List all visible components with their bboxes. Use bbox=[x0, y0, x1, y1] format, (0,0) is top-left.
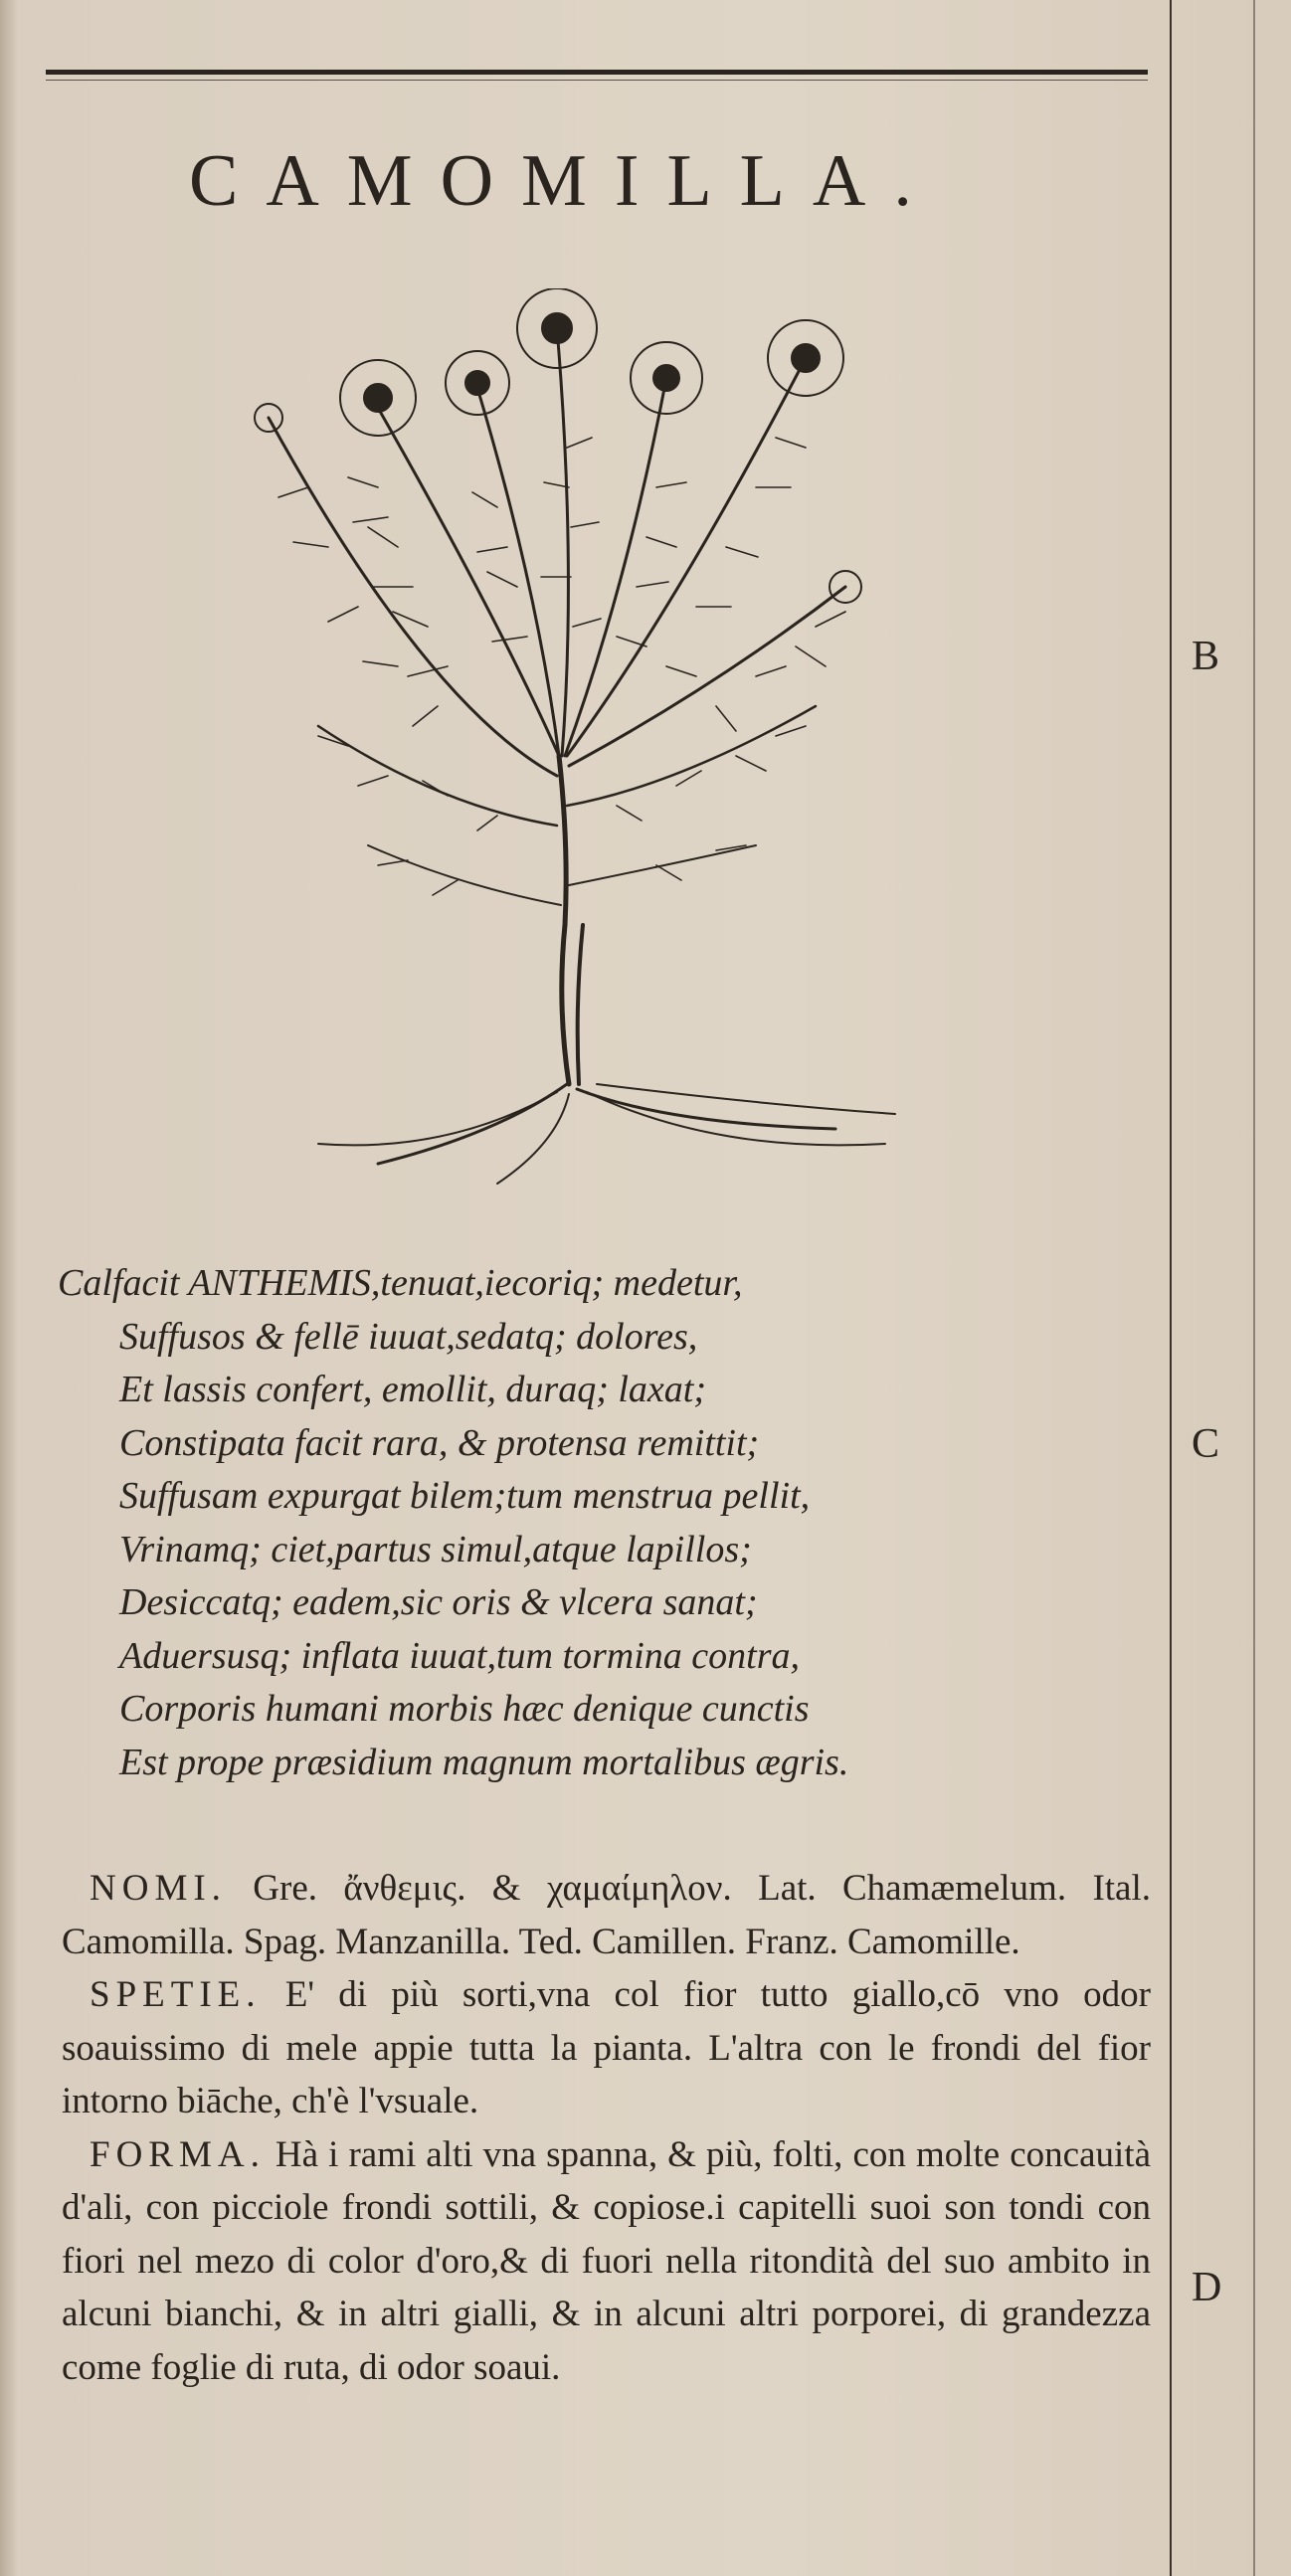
italian-description bbox=[62, 1862, 1151, 2394]
nomi-text: Gre. ἄνθεμις. & χαμαίμηλον. Lat. Chamæmelum. Ital. Camomilla. Spag. Manzanilla. Ted. Camillen. Franz. Camomille. bbox=[62, 1868, 1151, 1962]
latin-verse bbox=[58, 1257, 1152, 1789]
verse-line: Et lassis confert, emollit, duraq; laxat; bbox=[119, 1369, 707, 1410]
verse-line: Est prope præsidium magnum mortalibus ægris. bbox=[119, 1741, 849, 1783]
verse-line: Suffusam expurgat bilem;tum menstrua pellit, bbox=[119, 1475, 811, 1517]
margin-rule-outer bbox=[1253, 0, 1255, 2576]
page-title: CAMOMILLA. bbox=[189, 140, 940, 222]
forma-paragraph bbox=[62, 2128, 1151, 2395]
forma-label: FORMA. bbox=[90, 2133, 266, 2175]
margin-letter-d: D bbox=[1192, 2265, 1222, 2310]
header-rule bbox=[46, 70, 1148, 75]
verse-line: Corporis humani morbis hæc denique cunctis bbox=[119, 1688, 810, 1730]
nomi-paragraph bbox=[62, 1862, 1151, 1968]
chamomile-woodcut-illustration bbox=[199, 288, 935, 1203]
verse-line: Constipata facit rara, & protensa remittit; bbox=[119, 1421, 760, 1464]
verse-line: Desiccatq; eadem,sic oris & vlcera sanat; bbox=[119, 1581, 758, 1623]
spetie-text: E' di più sorti,vna col fior tutto giallo,cō vno odor soauissimo di mele appie tutta la pianta. L'altra con le frondi del fior intorno biāche, ch'è l'vsuale. bbox=[62, 1974, 1152, 2121]
margin-letter-c: C bbox=[1192, 1421, 1220, 1467]
forma-text: Hà i rami alti vna spanna, & più, folti, con molte concauità d'ali, con picciole frondi sottili, & copiose.i capitelli suoi son tondi con fiori nel mezo di color d'oro,& di fuori nella ritondità del suo ambito in alcuni bianchi, & in altri gialli, & in alcuni altri porporei, di grandezza come foglie di ruta, di odor soaui. bbox=[62, 2133, 1152, 2388]
verse-line: Vrinamq; ciet,partus simul,atque lapillos; bbox=[119, 1528, 752, 1570]
margin-rule bbox=[1170, 0, 1172, 2576]
header-rule-thin bbox=[46, 80, 1148, 81]
spetie-label: SPETIE. bbox=[90, 1974, 262, 2015]
verse-line: Calfacit ANTHEMIS,tenuat,iecoriq; medetur, bbox=[58, 1262, 743, 1304]
spetie-paragraph bbox=[62, 1968, 1151, 2128]
nomi-label: NOMI. bbox=[90, 1868, 227, 1909]
verse-line: Suffusos & fellē iuuat,sedatq; dolores, bbox=[119, 1315, 698, 1358]
verse-line: Aduersusq; inflata iuuat,tum tormina contra, bbox=[119, 1634, 800, 1677]
margin-letter-b: B bbox=[1192, 634, 1220, 679]
